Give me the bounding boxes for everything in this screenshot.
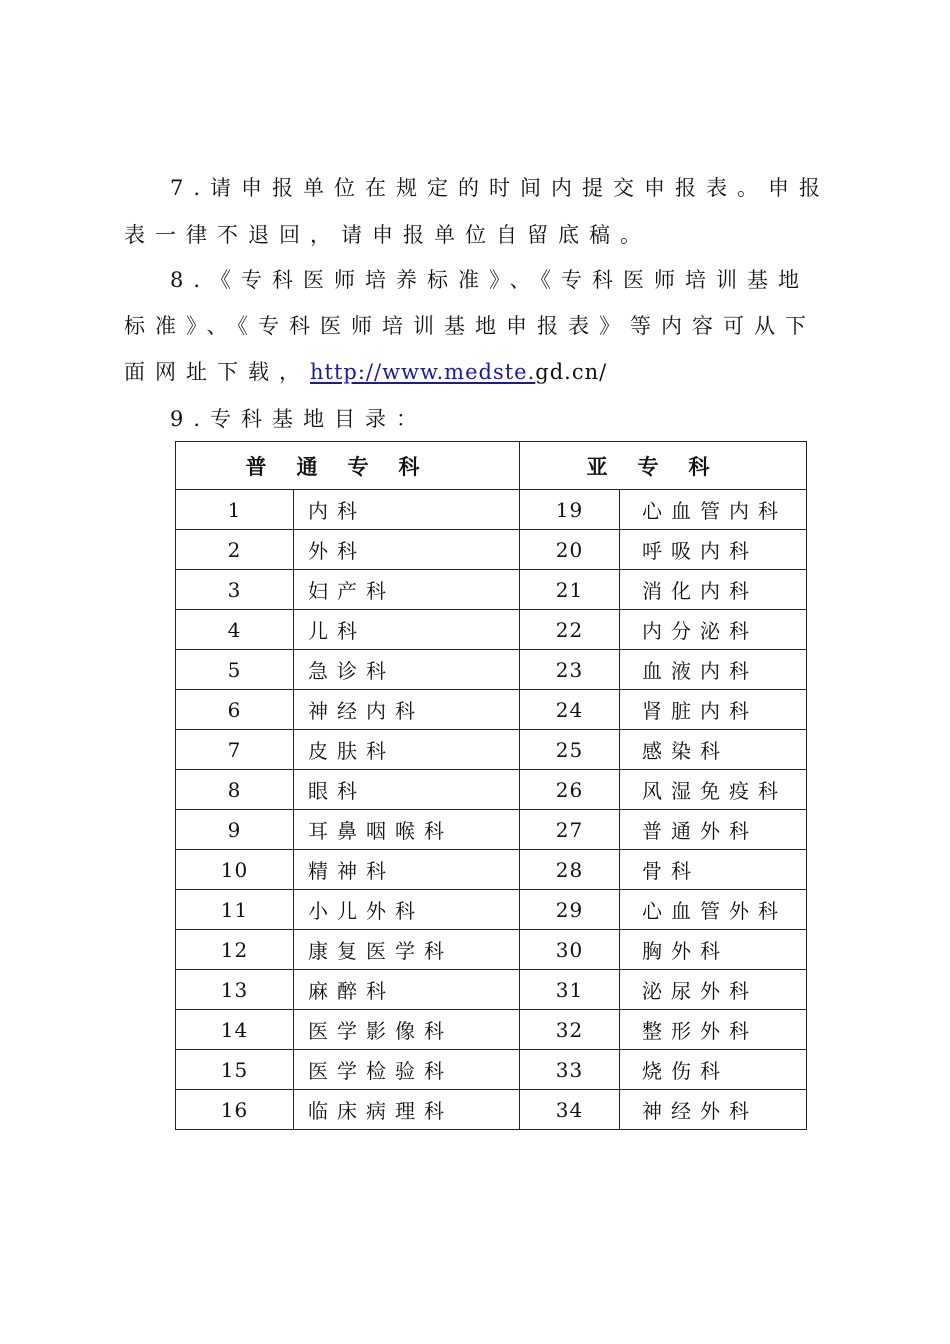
table-row xyxy=(176,890,807,930)
sub-specialty-cell: 呼吸内科 xyxy=(620,530,807,570)
general-number-cell: 8 xyxy=(176,770,294,810)
sub-number-cell: 27 xyxy=(520,810,620,850)
table-row xyxy=(176,770,807,810)
sub-number-cell: 22 xyxy=(520,610,620,650)
sub-number-cell: 34 xyxy=(520,1090,620,1130)
general-number-cell: 12 xyxy=(176,930,294,970)
general-specialty-cell: 皮肤科 xyxy=(294,730,520,770)
sub-specialty-cell: 骨科 xyxy=(620,850,807,890)
general-number-cell: 9 xyxy=(176,810,294,850)
sub-specialty-cell: 消化内科 xyxy=(620,570,807,610)
paragraph-8-line-3 xyxy=(124,349,607,395)
table-row xyxy=(176,1090,807,1130)
general-specialty-cell: 妇产科 xyxy=(294,570,520,610)
table-row xyxy=(176,570,807,610)
sub-number-cell: 30 xyxy=(520,930,620,970)
general-specialty-cell: 小儿外科 xyxy=(294,890,520,930)
general-specialty-cell: 医学检验科 xyxy=(294,1050,520,1090)
paragraph-7-line-1: 7.请申报单位在规定的时间内提交申报表。申报 xyxy=(170,176,831,200)
general-specialty-cell: 眼科 xyxy=(294,770,520,810)
sub-specialty-cell: 风湿免疫科 xyxy=(620,770,807,810)
sub-number-cell: 24 xyxy=(520,690,620,730)
header-sub-specialty: 亚专科 xyxy=(520,442,807,490)
general-specialty-cell: 临床病理科 xyxy=(294,1090,520,1130)
paragraph-8-line-2: 标准》、《专科医师培训基地申报表》等内容可从下 xyxy=(124,314,816,338)
table-row xyxy=(176,1050,807,1090)
sub-number-cell: 20 xyxy=(520,530,620,570)
general-specialty-cell: 儿科 xyxy=(294,610,520,650)
general-number-cell: 14 xyxy=(176,1010,294,1050)
table-body xyxy=(176,490,807,1130)
table-row xyxy=(176,610,807,650)
general-specialty-cell: 麻醉科 xyxy=(294,970,520,1010)
general-number-cell: 3 xyxy=(176,570,294,610)
sub-specialty-cell: 心血管外科 xyxy=(620,890,807,930)
specialty-base-table xyxy=(175,441,807,1130)
general-number-cell: 4 xyxy=(176,610,294,650)
sub-specialty-cell: 普通外科 xyxy=(620,810,807,850)
download-url-link[interactable]: http://www.medste. xyxy=(310,360,536,384)
table-row xyxy=(176,810,807,850)
header-general-specialty: 普通专科 xyxy=(176,442,520,490)
sub-specialty-cell: 血液内科 xyxy=(620,650,807,690)
sub-specialty-cell: 烧伤科 xyxy=(620,1050,807,1090)
general-number-cell: 13 xyxy=(176,970,294,1010)
download-url-suffix: gd.cn/ xyxy=(535,360,608,384)
download-instruction-text: 面网址下载， xyxy=(124,360,310,384)
general-number-cell: 5 xyxy=(176,650,294,690)
table-header-row xyxy=(176,442,807,490)
general-specialty-cell: 神经内科 xyxy=(294,690,520,730)
general-number-cell: 16 xyxy=(176,1090,294,1130)
sub-specialty-cell: 泌尿外科 xyxy=(620,970,807,1010)
general-specialty-cell: 精神科 xyxy=(294,850,520,890)
paragraph-8-line-1: 8.《专科医师培养标准》、《专科医师培训基地 xyxy=(170,268,810,292)
general-number-cell: 10 xyxy=(176,850,294,890)
general-specialty-cell: 医学影像科 xyxy=(294,1010,520,1050)
table-row xyxy=(176,490,807,530)
table-row xyxy=(176,930,807,970)
sub-number-cell: 26 xyxy=(520,770,620,810)
table-row xyxy=(176,850,807,890)
general-number-cell: 7 xyxy=(176,730,294,770)
sub-number-cell: 28 xyxy=(520,850,620,890)
general-number-cell: 15 xyxy=(176,1050,294,1090)
table-row xyxy=(176,690,807,730)
general-specialty-cell: 耳鼻咽喉科 xyxy=(294,810,520,850)
sub-number-cell: 29 xyxy=(520,890,620,930)
sub-specialty-cell: 整形外科 xyxy=(620,1010,807,1050)
sub-specialty-cell: 神经外科 xyxy=(620,1090,807,1130)
table-row xyxy=(176,730,807,770)
table-row xyxy=(176,1010,807,1050)
sub-number-cell: 19 xyxy=(520,490,620,530)
paragraph-7-line-2: 表一律不退回，请申报单位自留底稿。 xyxy=(124,223,651,247)
sub-specialty-cell: 感染科 xyxy=(620,730,807,770)
table-row xyxy=(176,970,807,1010)
table-row xyxy=(176,530,807,570)
sub-specialty-cell: 胸外科 xyxy=(620,930,807,970)
general-specialty-cell: 急诊科 xyxy=(294,650,520,690)
sub-specialty-cell: 肾脏内科 xyxy=(620,690,807,730)
sub-number-cell: 32 xyxy=(520,1010,620,1050)
general-specialty-cell: 外科 xyxy=(294,530,520,570)
sub-number-cell: 21 xyxy=(520,570,620,610)
general-number-cell: 1 xyxy=(176,490,294,530)
sub-number-cell: 23 xyxy=(520,650,620,690)
sub-specialty-cell: 内分泌科 xyxy=(620,610,807,650)
sub-number-cell: 33 xyxy=(520,1050,620,1090)
paragraph-9-line-1: 9.专科基地目录： xyxy=(170,407,428,431)
general-number-cell: 2 xyxy=(176,530,294,570)
sub-specialty-cell: 心血管内科 xyxy=(620,490,807,530)
general-specialty-cell: 康复医学科 xyxy=(294,930,520,970)
table-row xyxy=(176,650,807,690)
general-number-cell: 6 xyxy=(176,690,294,730)
sub-number-cell: 31 xyxy=(520,970,620,1010)
general-specialty-cell: 内科 xyxy=(294,490,520,530)
sub-number-cell: 25 xyxy=(520,730,620,770)
general-number-cell: 11 xyxy=(176,890,294,930)
